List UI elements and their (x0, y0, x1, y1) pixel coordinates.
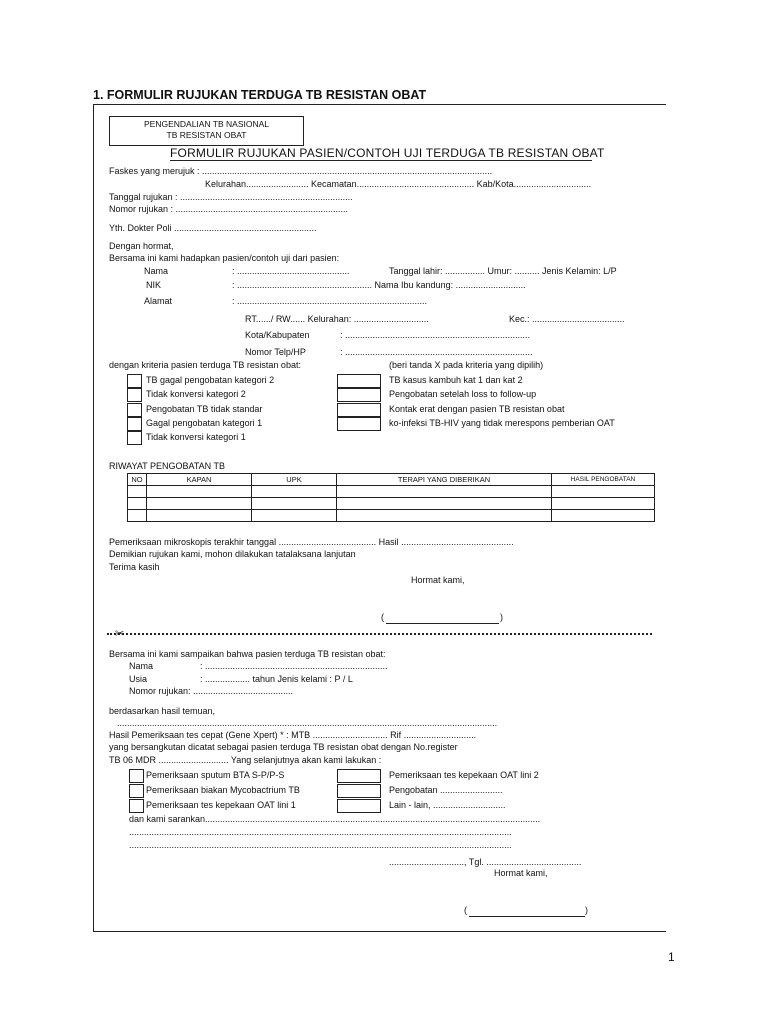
table-row[interactable] (128, 510, 655, 522)
criteria-left-label: TB gagal pengobatan kategori 2 (146, 375, 275, 385)
criteria-checkbox-right[interactable] (337, 403, 381, 417)
action-checkbox-right[interactable] (337, 769, 381, 783)
nomor-rujukan-field[interactable]: Nomor rujukan : ..................................................................... (109, 204, 349, 214)
register-text: yang bersangkutan dicatat sebagai pasien terduga TB resistan obat dengan No.register (109, 742, 458, 752)
action-checkbox[interactable] (129, 769, 144, 783)
kelurahan-line[interactable]: Kelurahan......................... Kecamatan............................................... Kab/Kota............................... (205, 179, 592, 189)
action-left-label: Pemeriksaan tes kepekaan OAT lini 1 (146, 800, 296, 810)
pemeriksaan-field[interactable]: Pemeriksaan mikroskopis terakhir tanggal ....................................... Hasil ............................................. (109, 537, 514, 547)
criteria-checkbox[interactable] (127, 374, 142, 388)
signature-open: ( (381, 612, 384, 622)
action-checkbox[interactable] (129, 799, 144, 813)
action-right-label: Lain - lain, ............................. (389, 800, 506, 810)
action-left-label: Pemeriksaan sputum BTA S-P/P-S (146, 770, 285, 780)
header-box (109, 116, 304, 146)
tgl-lahir-field[interactable]: Tanggal lahir: ................ Umur: .......... Jenis Kelamin: L/P (389, 266, 617, 276)
table-row[interactable] (128, 498, 655, 510)
criteria-left-label: Pengobatan TB tidak standar (146, 404, 263, 414)
hasil-tcm-field[interactable]: Hasil Pemeriksaan tes cepat (Gene Xpert) * : MTB .............................. Rif ............................. (109, 730, 477, 740)
kota-label: Kota/Kabupaten (245, 330, 310, 340)
berdasarkan-text: berdasarkan hasil temuan, (109, 706, 216, 716)
nik-label: NIK (146, 280, 162, 290)
criteria-checkbox[interactable] (127, 417, 142, 431)
reply-intro: Bersama ini kami sampaikan bahwa pasien terduga TB resistan obat: (109, 649, 386, 659)
alamat-label: Alamat (144, 296, 173, 306)
criteria-left-label: Gagal pengobatan kategori 1 (146, 418, 263, 428)
table-header: KAPAN (147, 474, 252, 486)
header-box-line1: PENGENDALIAN TB NASIONAL (143, 119, 270, 129)
tanggal-rujukan-field[interactable]: Tanggal rujukan : ..................................................................... (109, 192, 353, 202)
action-left-label: Pemeriksaan biakan Mycobactrium TB (146, 785, 300, 795)
nik-field[interactable]: : ...................................................... Nama Ibu kandung: ............................ (232, 280, 526, 290)
hormat-kami: Hormat kami, (411, 575, 465, 585)
reply-usia-field[interactable]: : .................. tahun Jenis kelami : P / L (200, 674, 353, 684)
nama-field[interactable]: : ............................................. (232, 266, 350, 276)
criteria-right-label: ko-infeksi TB-HIV yang tidak merespons pemberian OAT (389, 418, 615, 428)
saran-line-3[interactable]: ......................................................................................................................................................... (129, 840, 512, 850)
scissors-icon: ✂ (115, 628, 125, 640)
reply-date-field[interactable]: .............................., Tgl. ...................................... (389, 857, 582, 867)
telp-field[interactable]: : ........................................................................... (340, 347, 533, 357)
reply-nama-field[interactable]: : ......................................................................... (200, 661, 388, 671)
kec-field[interactable]: Kec.: ..................................... (509, 314, 625, 324)
cut-line (107, 633, 652, 635)
table-row[interactable] (128, 486, 655, 498)
temuan-field[interactable]: ........................................................................................................................................................ (117, 718, 498, 728)
reply-nama-label: Nama (129, 661, 154, 671)
nama-label: Nama (144, 266, 169, 276)
reply-nomor-field[interactable]: Nomor rujukan: ........................................ (129, 686, 294, 696)
signature-line[interactable] (386, 623, 499, 624)
dengan-hormat: Dengan hormat, (109, 241, 174, 251)
signature-close: ) (500, 612, 503, 622)
saran-line-2[interactable]: ......................................................................................................................................................... (129, 827, 512, 837)
criteria-checkbox[interactable] (127, 431, 142, 445)
reply-hormat-kami: Hormat kami, (494, 868, 548, 878)
reply-usia-label: Usia (129, 674, 148, 684)
terima-kasih: Terima kasih (109, 562, 160, 572)
action-checkbox[interactable] (129, 784, 144, 798)
criteria-checkbox-right[interactable] (337, 417, 381, 431)
table-header: TERAPI YANG DIBERIKAN (337, 474, 552, 486)
table-header: NO (128, 474, 147, 486)
action-right-label: Pemeriksaan tes kepekaan OAT lini 2 (389, 770, 539, 780)
table-header: HASIL PENGOBATAN (552, 474, 655, 486)
action-checkbox-right[interactable] (337, 784, 381, 798)
section-title: 1. FORMULIR RUJUKAN TERDUGA TB RESISTAN OBAT (93, 88, 427, 102)
table-header: UPK (252, 474, 337, 486)
table-header-row (128, 474, 655, 486)
criteria-checkbox[interactable] (127, 388, 142, 402)
page-number: 1 (668, 950, 675, 964)
bersama-text: Bersama ini kami hadapkan pasien/contoh uji dari pasien: (109, 253, 340, 263)
treatment-history-table (127, 473, 655, 522)
reply-signature-close: ) (585, 905, 588, 915)
telp-label: Nomor Telp/HP (245, 347, 306, 357)
criteria-right-label: Kontak erat dengan pasien TB resistan obat (389, 404, 565, 414)
yth-field[interactable]: Yth. Dokter Poli ......................................................... (109, 223, 317, 233)
action-checkbox-right[interactable] (337, 799, 381, 813)
alamat-field[interactable]: : ............................................................................ (232, 296, 428, 306)
header-box-line2: TB RESISTAN OBAT (166, 130, 247, 140)
criteria-hint: (beri tanda X pada kriteria yang dipilih) (389, 360, 544, 370)
form-title-underline (170, 160, 592, 161)
kota-field[interactable]: : .......................................................................... (340, 330, 531, 340)
criteria-intro: dengan kriteria pasien terduga TB resistan obat: (109, 360, 301, 370)
form-title: FORMULIR RUJUKAN PASIEN/CONTOH UJI TERDUGA TB RESISTAN OBAT (170, 146, 605, 160)
tb06-field[interactable]: TB 06 MDR ............................ Yang selanjutnya akan kami lakukan : (109, 755, 382, 765)
criteria-right-label: Pengobatan setelah loss to follow-up (389, 389, 537, 399)
reply-signature-open: ( (464, 905, 467, 915)
reply-signature-line[interactable] (469, 916, 585, 917)
faskes-field[interactable]: Faskes yang merujuk : .................................................................................................................... (109, 166, 493, 176)
criteria-left-label: Tidak konversi kategori 2 (146, 389, 246, 399)
riwayat-title: RIWAYAT PENGOBATAN TB (109, 461, 226, 471)
action-right-label: Pengobatan ......................... (389, 785, 503, 795)
criteria-checkbox[interactable] (127, 403, 142, 417)
criteria-checkbox-right[interactable] (337, 374, 381, 388)
demikian-text: Demikian rujukan kami, mohon dilakukan tatalaksana lanjutan (109, 549, 356, 559)
rt-rw-field[interactable]: RT....../ RW...... Kelurahan: .............................. (245, 314, 429, 324)
criteria-checkbox-right[interactable] (337, 388, 381, 402)
criteria-right-label: TB kasus kambuh kat 1 dan kat 2 (389, 375, 523, 385)
criteria-left-label: Tidak konversi kategori 1 (146, 432, 246, 442)
saran-field[interactable]: dan kami sarankan...................................................................................................................................... (129, 814, 541, 824)
